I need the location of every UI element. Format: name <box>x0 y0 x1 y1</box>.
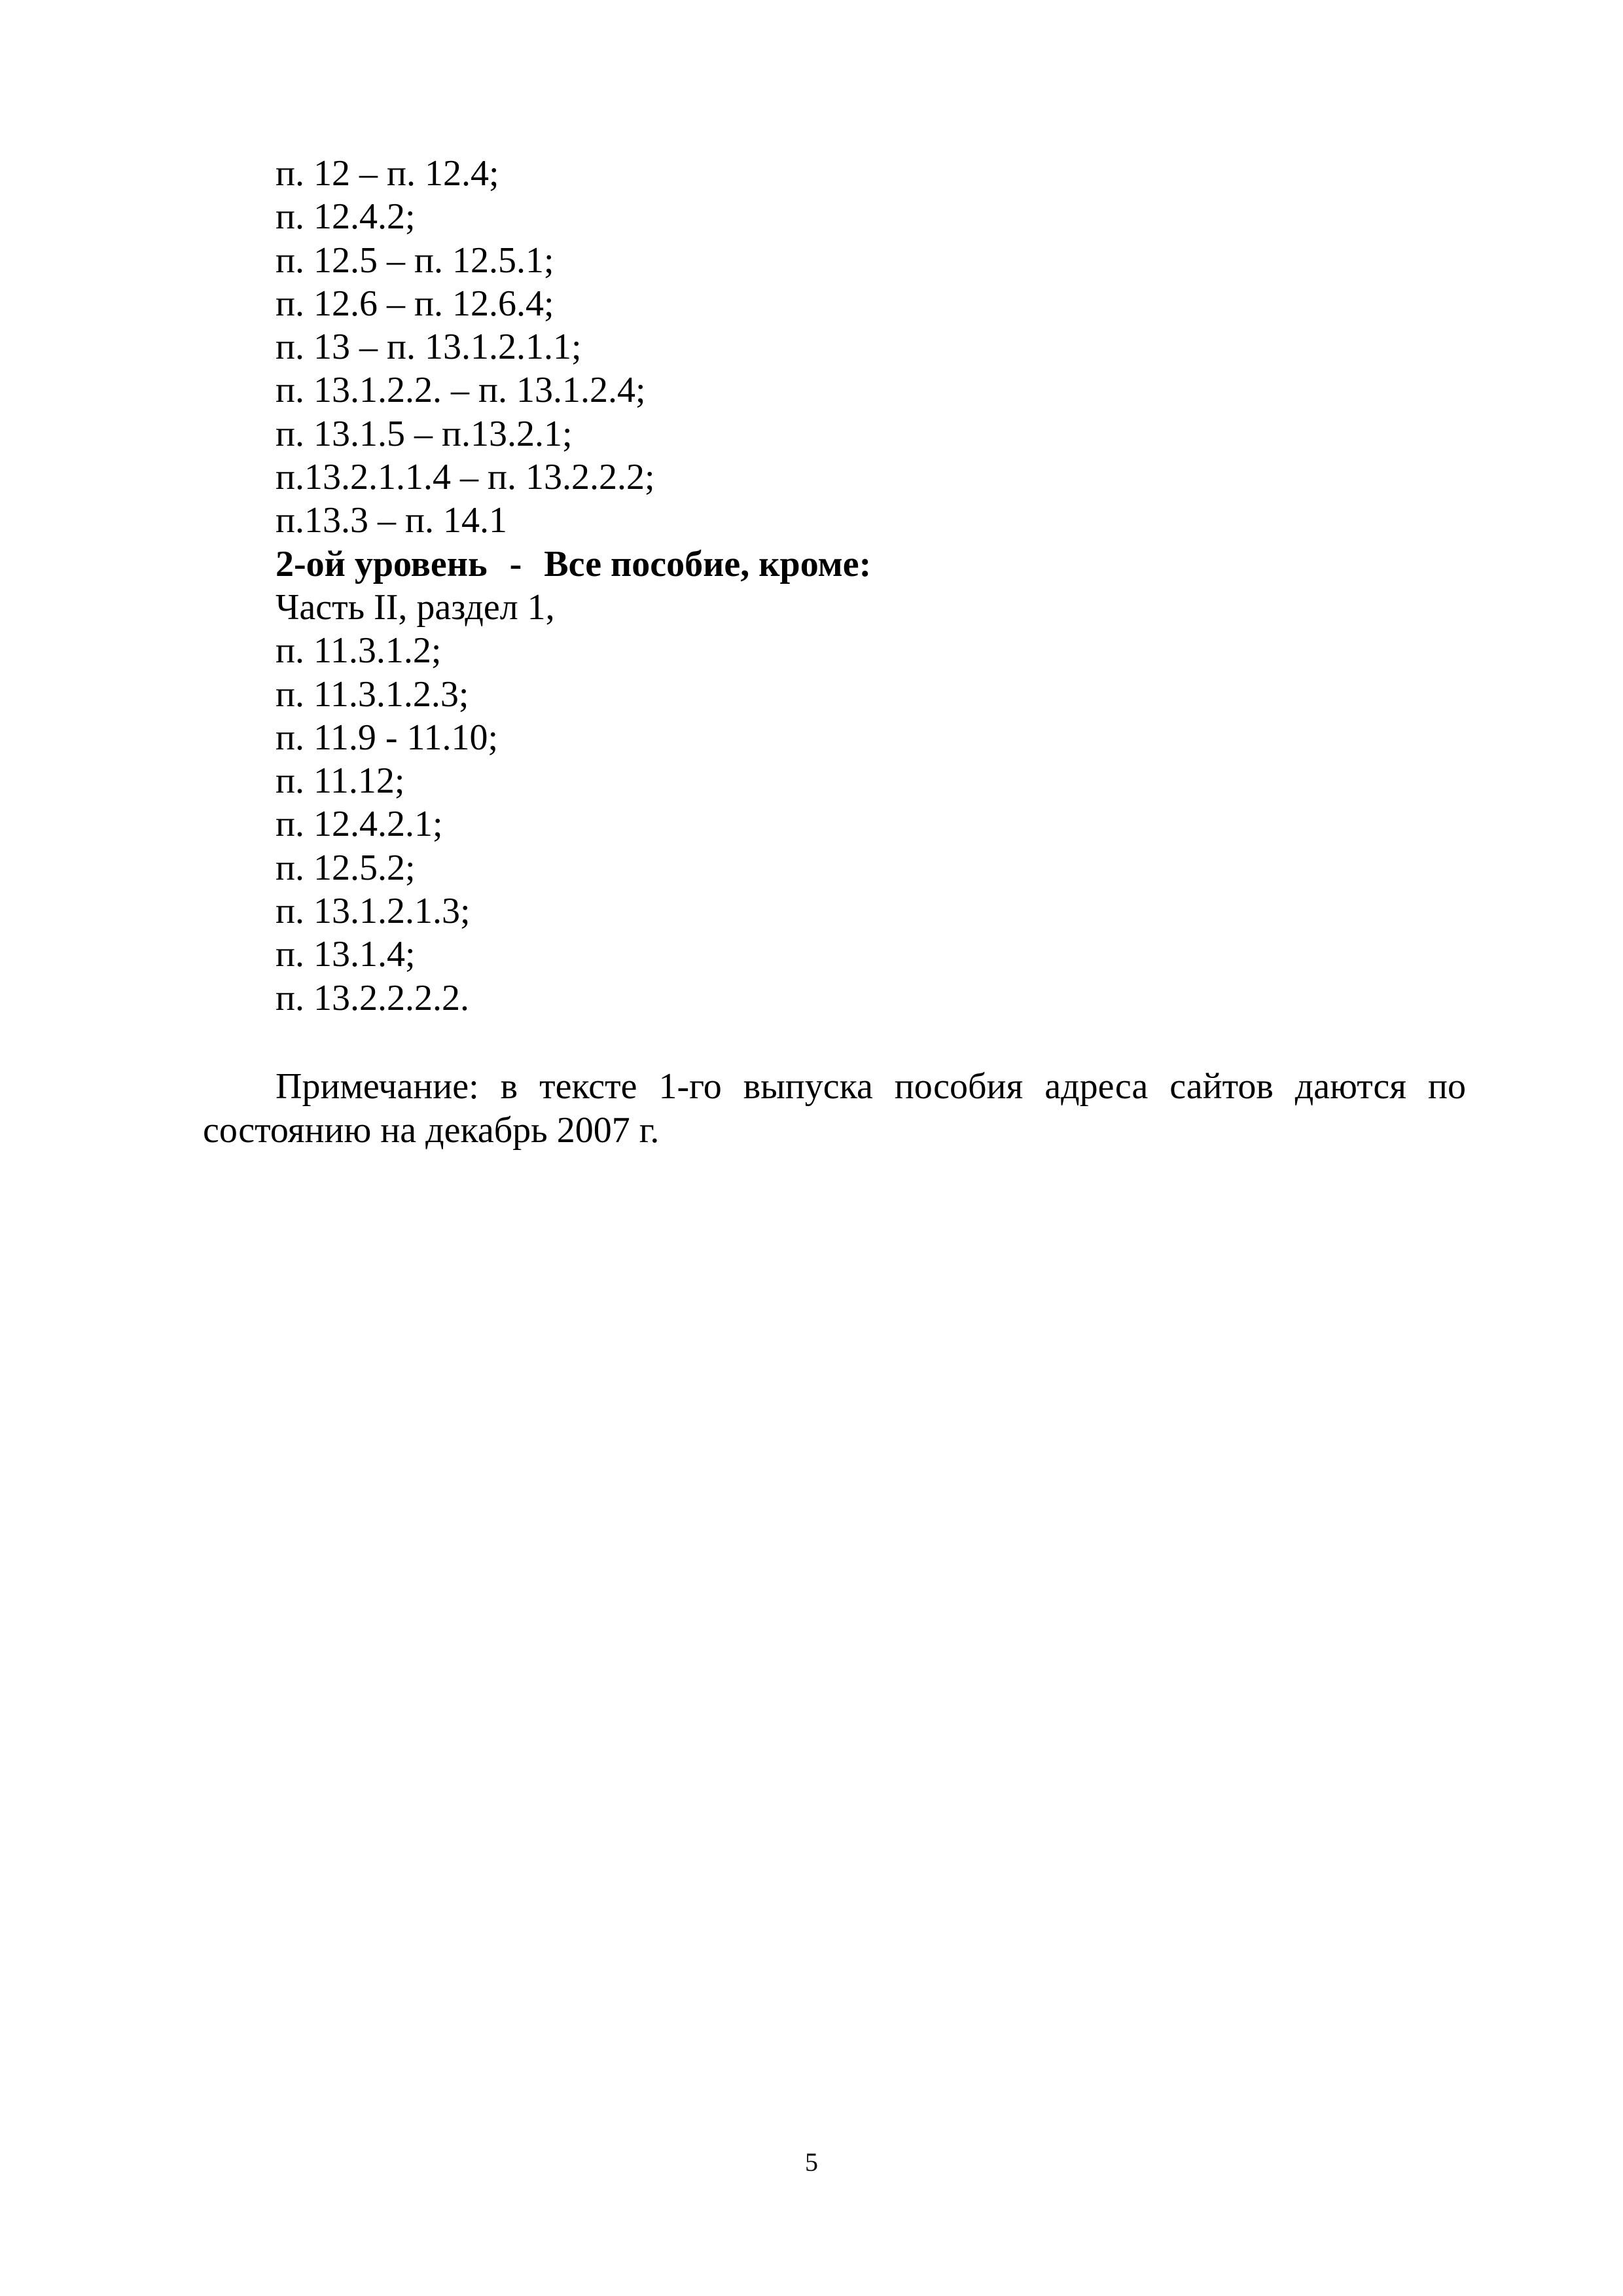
level-heading <box>276 543 871 586</box>
list-item: п. 11.12; <box>276 761 405 802</box>
list-item: п. 13.1.4; <box>276 934 416 975</box>
list-item: п. 11.3.1.2.3; <box>276 673 469 715</box>
list-item: п. 13.1.2.2. – п. 13.1.2.4; <box>276 370 646 411</box>
level-text: Все пособие, кроме: <box>544 543 872 584</box>
list-item: п.13.3 – п. 14.1 <box>276 500 507 541</box>
note-line: Примечание: в тексте 1-го выпуска пособия адреса сайтов даются по <box>276 1066 1466 1107</box>
list-item: п. 13.2.2.2.2. <box>276 977 469 1018</box>
list-item: п. 12.6 – п. 12.6.4; <box>276 283 554 324</box>
level-label: 2-ой уровень <box>276 543 488 584</box>
level-dash: - <box>509 543 522 584</box>
list-item: п. 12.4.2; <box>276 196 416 238</box>
list-item: п. 11.9 - 11.10; <box>276 717 499 758</box>
list-item: п.13.2.1.1.4 – п. 13.2.2.2; <box>276 457 655 498</box>
list-item: п. 12.5 – п. 12.5.1; <box>276 240 554 281</box>
list-item: п. 11.3.1.2; <box>276 630 442 672</box>
section-list <box>276 152 871 1020</box>
list-item: п. 12.4.2.1; <box>276 804 443 845</box>
note-line: состоянию на декабрь 2007 г. <box>203 1110 660 1151</box>
note-paragraph <box>203 1065 1466 1153</box>
list-item: п. 12 – п. 12.4; <box>276 153 499 194</box>
list-item: Часть II, раздел 1, <box>276 586 555 628</box>
list-item: п. 13 – п. 13.1.2.1.1; <box>276 327 582 368</box>
list-item: п. 13.1.2.1.3; <box>276 891 471 932</box>
list-item: п. 12.5.2; <box>276 847 416 888</box>
list-item: п. 13.1.5 – п.13.2.1; <box>276 413 573 454</box>
page-number: 5 <box>805 2147 818 2177</box>
